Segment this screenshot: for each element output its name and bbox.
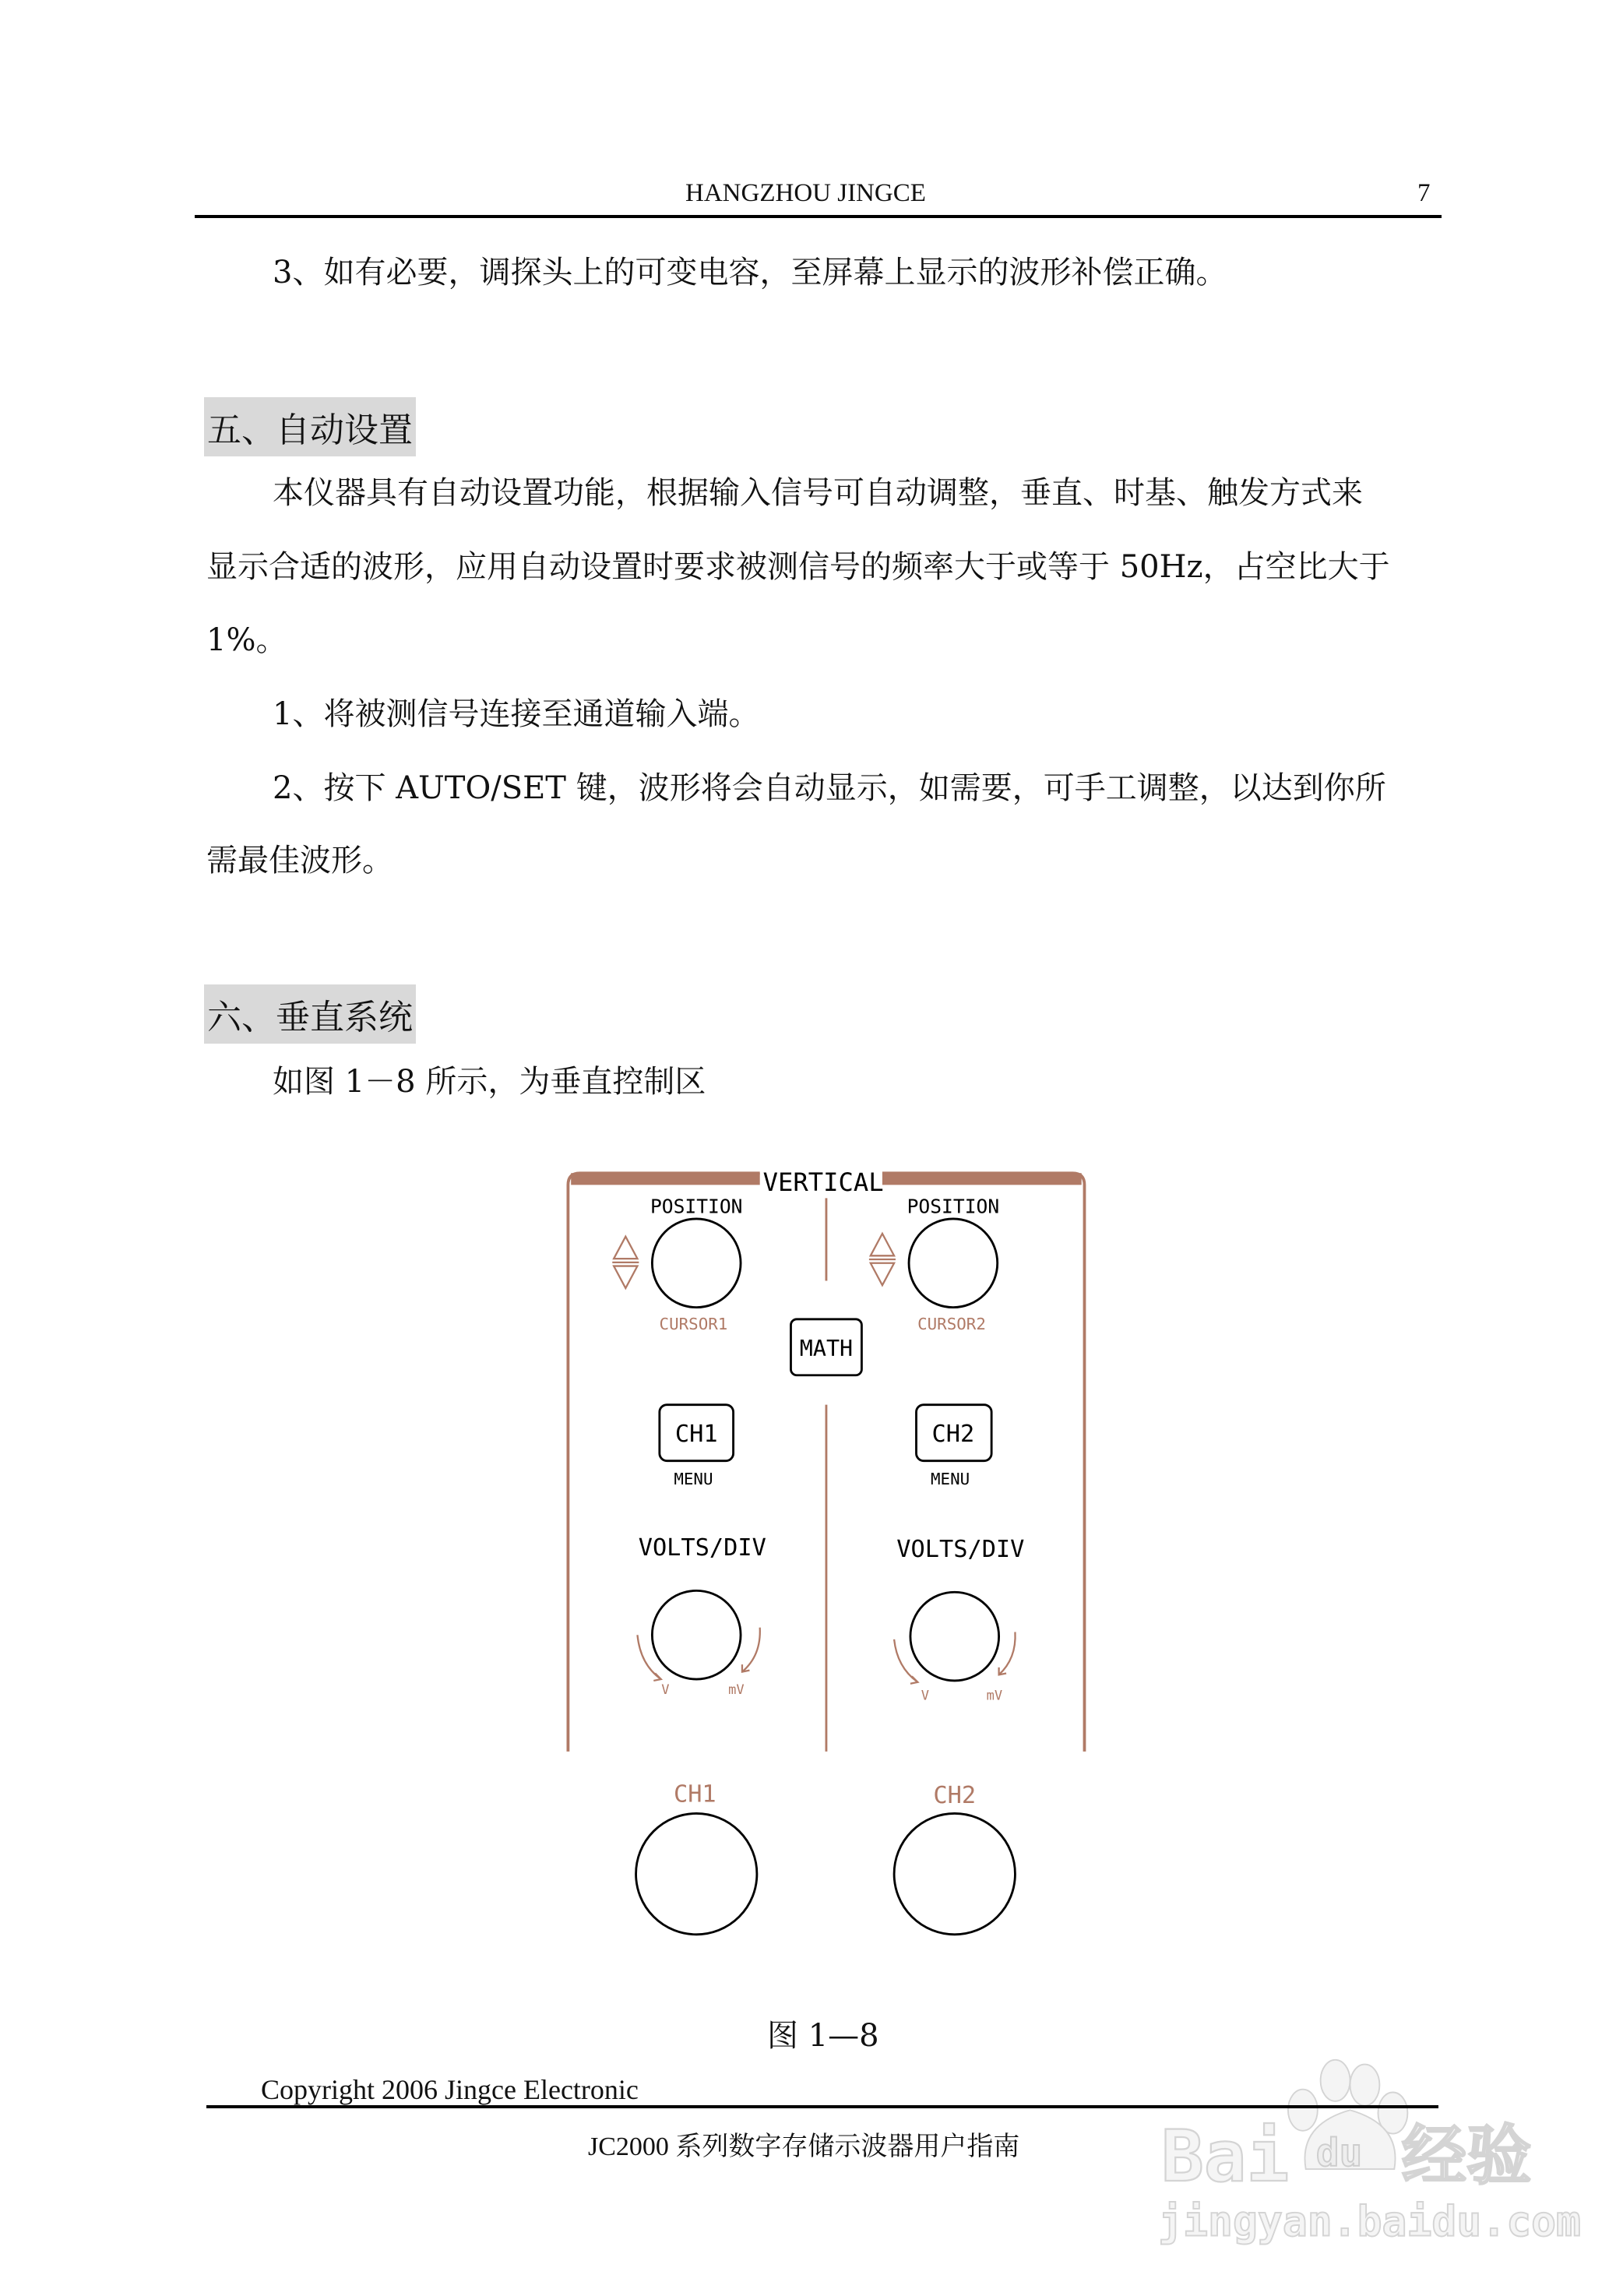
- ch2-menu-label: MENU: [931, 1469, 970, 1488]
- ch2-mv-label: mV: [986, 1688, 1003, 1704]
- section-5-item-2-line-2: 需最佳波形。: [206, 843, 393, 879]
- ch2-button-label: CH2: [931, 1421, 975, 1449]
- section-6-intro: 如图 1－8 所示，为垂直控制区: [273, 1064, 706, 1100]
- baidu-jingyan-watermark: [1158, 2060, 1581, 2245]
- ch2-menu-button[interactable]: [917, 1405, 992, 1461]
- header-title: HANGZHOU JINGCE: [685, 179, 926, 207]
- cursor2-label: CURSOR2: [917, 1315, 986, 1334]
- section-6-heading: 六、垂直系统: [204, 984, 416, 1044]
- manual-title: JC2000 系列数字存储示波器用户指南: [588, 2132, 1020, 2161]
- ch2-position-knob[interactable]: [909, 1219, 998, 1308]
- ch2-volts-div-label: VOLTS/DIV: [896, 1535, 1025, 1563]
- math-button[interactable]: [790, 1319, 861, 1375]
- ch1-position-knob[interactable]: [652, 1219, 741, 1308]
- section-5-para-line-1: 本仪器具有自动设置功能，根据输入信号可自动调整，垂直、时基、触发方式来: [273, 475, 1363, 511]
- ch2-v-label: V: [921, 1688, 930, 1704]
- ch1-position-label: POSITION: [650, 1195, 743, 1218]
- ch1-input-connector: [636, 1813, 757, 1934]
- cursor1-label: CURSOR1: [659, 1315, 728, 1334]
- page-number: 7: [1417, 179, 1431, 207]
- ch2-position-label: POSITION: [907, 1195, 1000, 1218]
- figure-caption: 图 1—8: [767, 2018, 879, 2054]
- ch2-up-down-arrow-icon: [869, 1234, 896, 1285]
- ch1-up-down-arrow-icon: [612, 1237, 639, 1288]
- ch1-volts-div-knob[interactable]: [652, 1590, 741, 1679]
- vertical-title: VERTICAL: [762, 1167, 884, 1197]
- step-3-text: 3、如有必要，调探头上的可变电容，至屏幕上显示的波形补偿正确。: [273, 255, 1227, 291]
- svg-text:经验: 经验: [1401, 2118, 1532, 2194]
- svg-text:jingyan.baidu.com: jingyan.baidu.com: [1158, 2197, 1581, 2246]
- ch2-volts-div-knob[interactable]: [910, 1592, 999, 1681]
- ch2-input-label: CH2: [933, 1782, 977, 1810]
- svg-text:du: du: [1315, 2130, 1363, 2176]
- ch1-menu-label: MENU: [674, 1469, 713, 1488]
- section-5-para-line-2: 显示合适的波形，应用自动设置时要求被测信号的频率大于或等于 50Hz，占空比大于: [206, 549, 1390, 585]
- section-5-item-2-line-1: 2、按下 AUTO/SET 键，波形将会自动显示，如需要，可手工调整，以达到你所: [273, 770, 1386, 806]
- ch1-volts-div-label: VOLTS/DIV: [638, 1534, 766, 1562]
- ch1-input-label: CH1: [673, 1780, 716, 1808]
- copyright-text: Copyright 2006 Jingce Electronic: [261, 2074, 639, 2105]
- section-5-para-line-3: 1%。: [206, 622, 287, 658]
- ch1-mv-label: mV: [728, 1682, 745, 1698]
- svg-text:Bai: Bai: [1161, 2116, 1290, 2199]
- ch1-v-label: V: [661, 1682, 670, 1698]
- math-button-label: MATH: [799, 1336, 854, 1362]
- ch2-input-connector: [894, 1813, 1015, 1934]
- section-5-item-1: 1、将被测信号连接至通道输入端。: [273, 696, 760, 732]
- footer-rule: [206, 2105, 1438, 2108]
- section-5-heading: 五、自动设置: [204, 397, 416, 456]
- ch1-button-label: CH1: [674, 1421, 718, 1449]
- ch1-menu-button[interactable]: [660, 1405, 734, 1461]
